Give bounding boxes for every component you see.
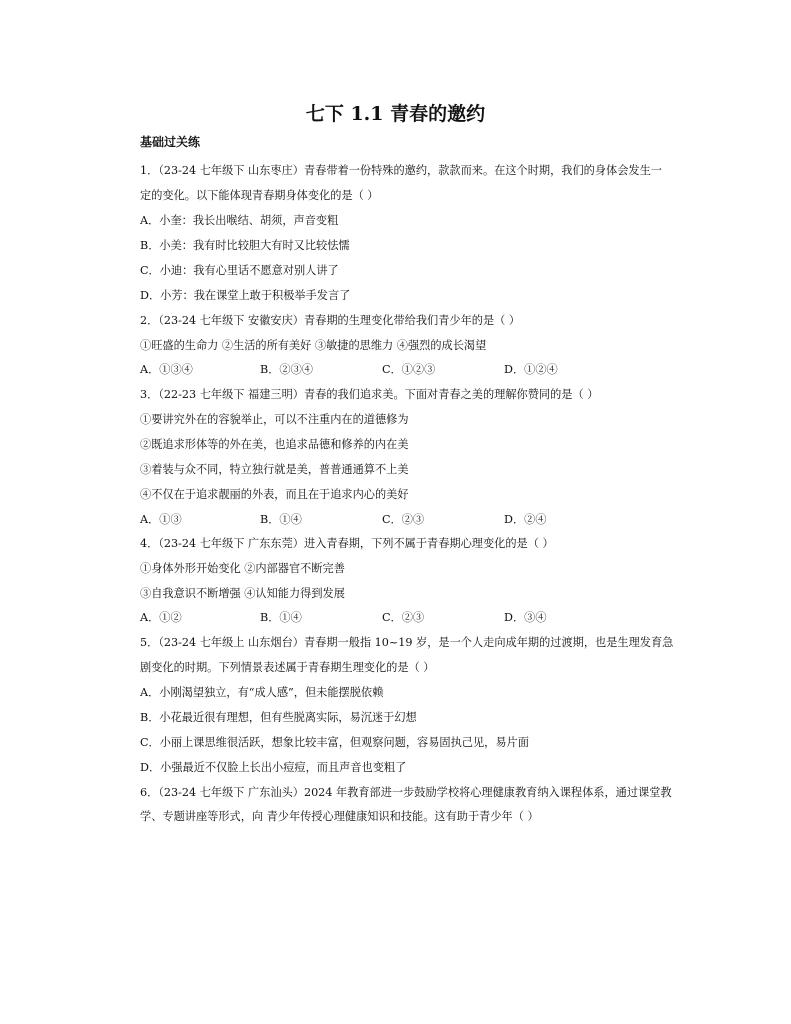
q1-option-d: D．小芳：我在课堂上敢于积极举手发言了 xyxy=(140,289,351,302)
q3-item-1: ①要讲究外在的容貌举止，可以不注重内在的道德修为 xyxy=(140,413,409,426)
q3-option-d: D．②④ xyxy=(504,513,547,526)
page-title: 七下 1.1 青春的邀约 xyxy=(305,103,486,125)
q4-items-line1: ①身体外形开始变化 ②内部器官不断完善 xyxy=(140,562,345,575)
q5-option-a: A．小刚渴望独立，有“成人感”，但未能摆脱依赖 xyxy=(140,686,384,699)
q4-option-d: D．③④ xyxy=(504,611,547,624)
q4-stem: 4．（23-24 七年级下 广东东莞）进入青春期，下列不属于青春期心理变化的是（ ） xyxy=(140,537,554,550)
q3-stem: 3．（22-23 七年级下 福建三明）青春的我们追求美。下面对青春之美的理解你赞同的是（ ） xyxy=(140,388,599,401)
q3-options xyxy=(140,513,660,527)
q2-option-c: C．①②③ xyxy=(382,363,436,376)
q5-stem-line1: 5．（23-24 七年级上 山东烟台）青春期一般指 10~19 岁，是一个人走向成年期的过渡期，也是生理发育急 xyxy=(140,636,674,649)
q2-option-b: B．②③④ xyxy=(260,363,313,376)
q2-items: ①旺盛的生命力 ②生活的所有美好 ③敏捷的思维力 ④强烈的成长渴望 xyxy=(140,339,487,352)
q5-stem-line2: 剧变化的时期。下列情景表述属于青春期生理变化的是（ ） xyxy=(140,661,435,674)
q2-option-d: D．①②④ xyxy=(504,363,558,376)
q6-stem-line2: 学、专题讲座等形式，向 青少年传授心理健康知识和技能。这有助于青少年（ ） xyxy=(140,810,539,823)
q4-options xyxy=(140,611,660,625)
q1-stem-line2: 定的变化。以下能体现青春期身体变化的是（ ） xyxy=(140,189,379,202)
q6-stem-line1: 6．（23-24 七年级下 广东汕头）2024 年教育部进一步鼓励学校将心理健康教育纳入课程体系，通过课堂教 xyxy=(140,786,672,799)
q5-option-b: B．小花最近很有理想，但有些脱离实际，易沉迷于幻想 xyxy=(140,711,417,724)
q4-option-a: A．①② xyxy=(140,611,182,624)
q3-option-c: C．②③ xyxy=(382,513,425,526)
q3-item-3: ③着装与众不同，特立独行就是美，普普通通算不上美 xyxy=(140,463,409,476)
q1-option-c: C．小迪：我有心里话不愿意对别人讲了 xyxy=(140,264,339,277)
q2-options xyxy=(140,363,660,377)
q1-option-a: A．小奎：我长出喉结、胡须，声音变粗 xyxy=(140,214,339,227)
q4-option-b: B．①④ xyxy=(260,611,302,624)
q3-item-4: ④不仅在于追求靓丽的外表，而且在于追求内心的美好 xyxy=(140,488,409,501)
section-heading: 基础过关练 xyxy=(140,135,201,149)
q3-option-b: B．①④ xyxy=(260,513,302,526)
q1-stem-line1: 1．（23-24 七年级下 山东枣庄）青春带着一份特殊的邀约，款款而来。在这个时期，我们的身体会发生一 xyxy=(140,164,662,177)
q2-option-a: A．①③④ xyxy=(140,363,193,376)
q5-option-c: C．小丽上课思维很活跃，想象比较丰富，但观察问题，容易固执己见，易片面 xyxy=(140,736,529,749)
q4-items-line2: ③自我意识不断增强 ④认知能力得到发展 xyxy=(140,587,345,600)
q2-stem: 2．（23-24 七年级下 安徽安庆）青春期的生理变化带给我们青少年的是（ ） xyxy=(140,314,521,327)
q3-item-2: ②既追求形体等的外在美，也追求品德和修养的内在美 xyxy=(140,438,409,451)
q4-option-c: C．②③ xyxy=(382,611,425,624)
q5-option-d: D．小强最近不仅脸上长出小痘痘，而且声音也变粗了 xyxy=(140,761,407,774)
q1-option-b: B．小美：我有时比较胆大有时又比较怯懦 xyxy=(140,239,350,252)
q3-option-a: A．①③ xyxy=(140,513,182,526)
